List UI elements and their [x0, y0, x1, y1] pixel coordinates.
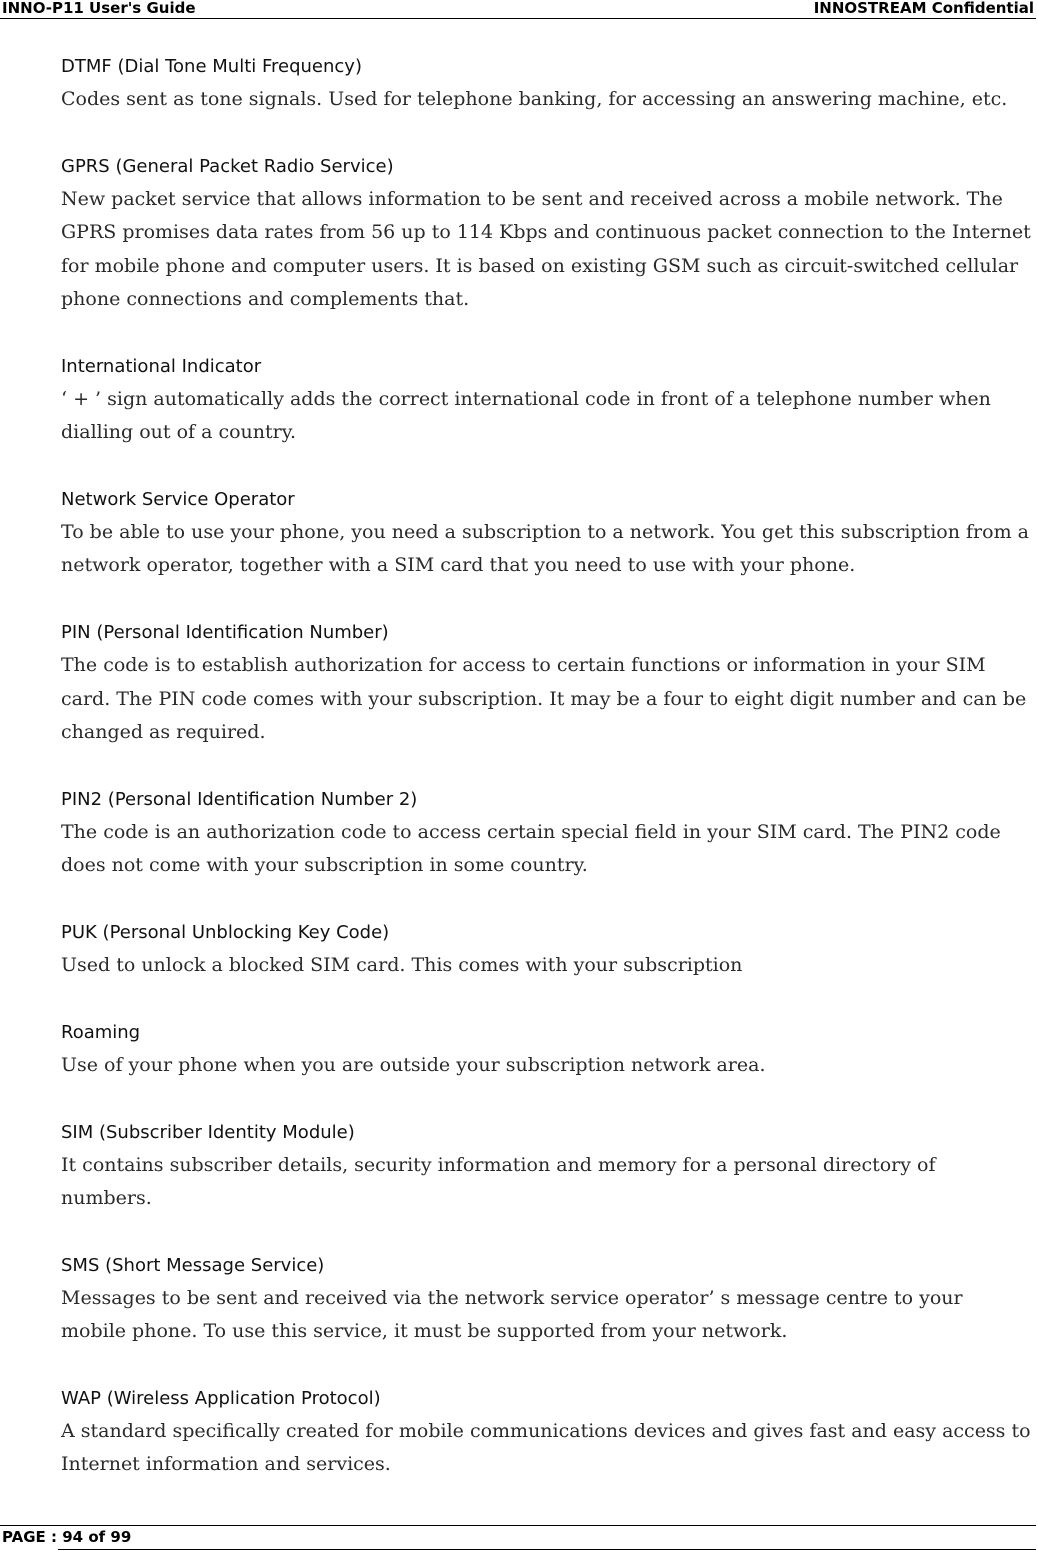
glossary-term: GPRS (General Packet Radio Service)	[61, 155, 394, 177]
glossary-definition: Use of your phone when you are outside your subscription network area.	[61, 1053, 766, 1076]
page-header	[0, 0, 1036, 19]
glossary-definition: Used to unlock a blocked SIM card. This comes with your subscription	[61, 954, 743, 977]
glossary-term: Roaming	[61, 1021, 141, 1043]
glossary-definition: Messages to be sent and received via the network service operator’ s message centre to your mobile phone. To use this service, it must be supported from your network.	[61, 1286, 963, 1343]
glossary-entry-dtmf	[61, 50, 1031, 117]
glossary-entry-network-service-operator	[61, 483, 1031, 583]
glossary-term: SMS (Short Message Service)	[61, 1254, 325, 1276]
glossary-definition: Codes sent as tone signals. Used for telephone banking, for accessing an answering machine, etc.	[61, 88, 1008, 111]
glossary-term: PIN (Personal Identification Number)	[61, 622, 389, 644]
glossary-definition: It contains subscriber details, security information and memory for a personal directory of numbers.	[61, 1153, 936, 1210]
glossary-definition: The code is an authorization code to access certain special field in your SIM card. The PIN2 code does not come with your subscription in some country.	[61, 820, 1001, 877]
glossary-term: PUK (Personal Unblocking Key Code)	[61, 921, 390, 943]
glossary-definition: ‘ + ’ sign automatically adds the correct international code in front of a telephone number when dialling out of a country.	[61, 387, 991, 444]
glossary-term: DTMF (Dial Tone Multi Frequency)	[61, 56, 362, 77]
glossary-term: PIN2 (Personal Identification Number 2)	[61, 788, 418, 810]
glossary-definition: New packet service that allows information to be sent and received across a mobile network. The GPRS promises data rates from 56 up to 114 Kbps and continuous packet connection to the Internet for mobile phone and computer users. It is based on existing GSM such as circuit-switched cellular phone connections and complements that.	[61, 188, 1031, 311]
page-number: PAGE : 94 of 99	[2, 1528, 132, 1546]
page-footer	[0, 1525, 1036, 1550]
glossary-entry-puk	[61, 916, 1031, 983]
glossary-entry-sms	[61, 1249, 1031, 1349]
glossary-definition: The code is to establish authorization for access to certain functions or information in your SIM card. The PIN code comes with your subscription. It may be a four to eight digit number and can be changed as required.	[61, 654, 1027, 743]
glossary-term: WAP (Wireless Application Protocol)	[61, 1387, 381, 1409]
glossary-entry-wap	[61, 1382, 1031, 1482]
footer-rule	[58, 1549, 1036, 1550]
glossary-term: Network Service Operator	[61, 488, 295, 510]
document-title: INNO-P11 User's Guide	[2, 0, 196, 17]
glossary-definition: To be able to use your phone, you need a subscription to a network. You get this subscription from a network operator, together with a SIM card that you need to use with your phone.	[61, 521, 1029, 577]
glossary-entry-pin2	[61, 783, 1031, 883]
glossary-entry-sim	[61, 1116, 1031, 1216]
glossary-definition: A standard specifically created for mobile communications devices and gives fast and easy access to Internet information and services.	[61, 1420, 1031, 1476]
glossary-entry-pin	[61, 616, 1031, 749]
glossary-term: SIM (Subscriber Identity Module)	[61, 1121, 355, 1143]
glossary	[61, 50, 1031, 1515]
glossary-term: International Indicator	[61, 355, 262, 377]
glossary-entry-roaming	[61, 1016, 1031, 1083]
glossary-entry-gprs	[61, 150, 1031, 316]
glossary-entry-international-indicator	[61, 350, 1031, 450]
confidentiality-label: INNOSTREAM Confidential	[813, 0, 1034, 17]
